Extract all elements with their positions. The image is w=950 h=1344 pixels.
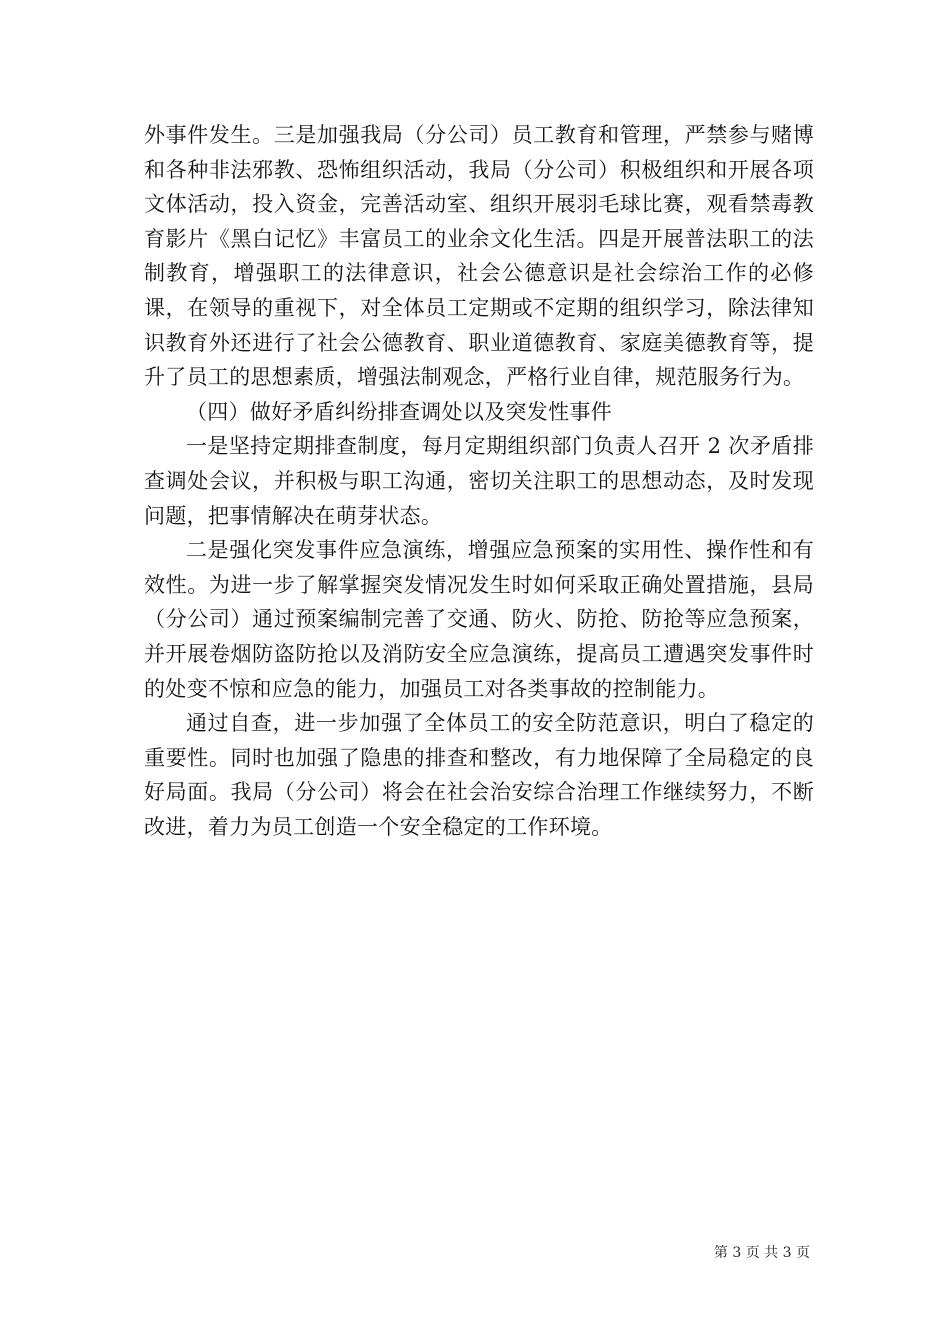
paragraph-emergency-drill: 二是强化突发事件应急演练，增强应急预案的实用性、操作性和有效性。为进一步了解掌握突发情况发生时如何采取正确处置措施，县局（分公司）通过预案编制完善了交通、防火、防抢、防抢等应急预案，并开展卷烟防盗防抢以及消防安全应急演练，提高员工遭遇突发事件时的处变不惊和应急的能力，加强员工对各类事故的控制能力。	[144, 538, 814, 701]
document-body	[144, 118, 814, 844]
page-number: 第 3 页 共 3 页	[713, 1245, 810, 1261]
paragraph-continued: 外事件发生。三是加强我局（分公司）员工教育和管理，严禁参与赌博和各种非法邪教、恐怖组织活动，我局（分公司）积极组织和开展各项文体活动，投入资金，完善活动室、组织开展羽毛球比赛，观看禁毒教育影片《黑白记忆》丰富员工的业余文化生活。四是开展普法职工的法制教育，增强职工的法律意识，社会公德意识是社会综治工作的必修课，在领导的重视下，对全体员工定期或不定期的组织学习，除法律知识教育外还进行了社会公德教育、职业道德教育、家庭美德教育等，提升了员工的思想素质，增强法制观念，严格行业自律，规范服务行为。	[144, 123, 814, 390]
section-heading-four: （四）做好矛盾纠纷排查调处以及突发性事件	[186, 399, 612, 424]
paragraph-regular-check: 一是坚持定期排查制度，每月定期组织部门负责人召开 2 次矛盾排查调处会议，并积极与职工沟通，密切关注职工的思想动态，及时发现问题，把事情解决在萌芽状态。	[144, 434, 814, 528]
paragraph-conclusion: 通过自查，进一步加强了全体员工的安全防范意识，明白了稳定的重要性。同时也加强了隐患的排查和整改，有力地保障了全局稳定的良好局面。我局（分公司）将会在社会治安综合治理工作继续努力，不断改进，着力为员工创造一个安全稳定的工作环境。	[144, 711, 814, 839]
